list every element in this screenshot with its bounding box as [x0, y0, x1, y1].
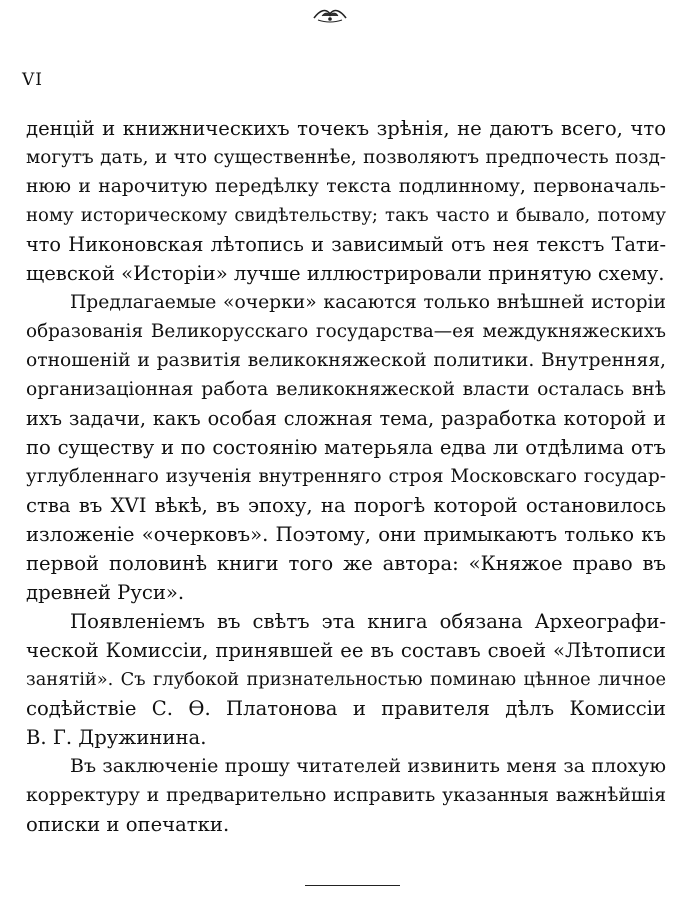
text-line: отношеній и развитія великокняжеской политики. Внутренняя,: [26, 350, 666, 371]
text-line: могутъ дать, и что существеннѣе, позволяютъ предпочесть позд-: [26, 147, 666, 168]
text-line: организаціонная работа великокняжеской власти осталась внѣ: [26, 379, 666, 400]
text-line: Въ заключеніе прошу читателей извинить меня за плохую: [70, 755, 666, 777]
text-line: содѣйствіе С. Ѳ. Платонова и правителя дѣлъ Комиссіи: [26, 697, 666, 720]
paragraph: [26, 752, 666, 839]
text-line: образованія Великорусскаго государства—ея междукняжескихъ: [26, 321, 666, 342]
paragraph: [26, 114, 666, 288]
text-line: Появленіемъ въ свѣтъ эта книга обязана Археографи-: [70, 610, 666, 633]
footer-rule: [305, 885, 400, 886]
text-line: ному историческому свидѣтельству; такъ часто и бывало, потому: [26, 205, 666, 226]
text-line: нюю и нарочитую передѣлку текста подлинному, первоначаль-: [26, 176, 666, 197]
paragraph: [26, 288, 666, 607]
text-line: ства въ XVI вѣкѣ, въ эпоху, на порогѣ которой остановилось: [26, 494, 666, 517]
text-line: изложеніе «очерковъ». Поэтому, они примыкаютъ только къ: [26, 523, 666, 546]
text-line: щевской «Исторіи» лучше иллюстрировали принятую схему.: [26, 262, 665, 285]
text-line: ческой Комиссіи, принявшей ее въ составъ своей «Лѣтописи: [26, 639, 666, 662]
text-line: по существу и по состоянію матерьяла едва ли отдѣлима отъ: [26, 436, 666, 459]
text-line: занятій». Съ глубокой признательностью поминаю цѣнное личное: [26, 669, 666, 690]
text-line: корректуру и предварительно исправить указанныя важнѣйшія: [26, 785, 666, 806]
text-line: углубленнаго изученія внутренняго строя Московскаго государ-: [26, 466, 666, 487]
text-line: денцій и книжническихъ точекъ зрѣнія, не даютъ всего, что: [26, 117, 666, 140]
paragraph: [26, 607, 666, 752]
text-line: ихъ задачи, какъ особая сложная тема, разработка которой и: [26, 407, 666, 430]
text-line: первой половинѣ книги того же автора: «Княжое право въ: [26, 552, 666, 575]
text-line: описки и опечатки.: [26, 813, 230, 836]
text-line: что Никоновская лѣтопись и зависимый отъ нея текстъ Тати-: [26, 233, 666, 256]
body-text: [26, 114, 666, 839]
text-line: Предлагаемые «очерки» касаются только внѣшней исторіи: [70, 292, 666, 313]
printer-fleuron-icon: [310, 0, 350, 26]
text-line: В. Г. Дружинина.: [26, 726, 207, 749]
text-line: древней Руси».: [26, 581, 185, 604]
page-number: VI: [22, 70, 43, 90]
